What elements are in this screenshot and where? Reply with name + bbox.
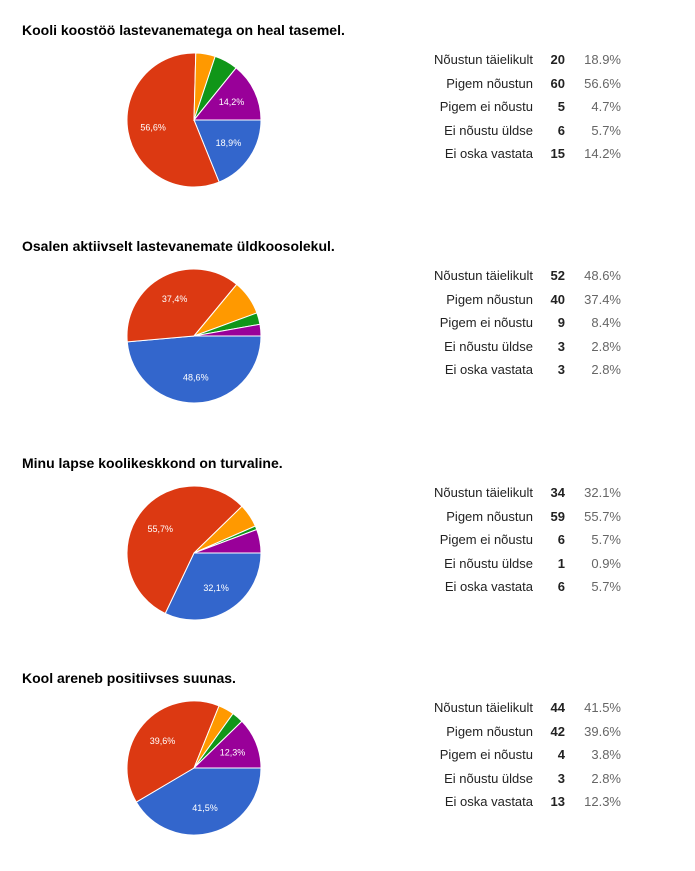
- chart-title: Kooli koostöö lastevanematega on heal tasemel.: [22, 22, 345, 38]
- response-percent: 5.7%: [591, 579, 621, 594]
- table-row: [420, 696, 621, 720]
- response-label: Ei nõustu üldse: [444, 555, 533, 571]
- response-label: Ei nõustu üldse: [444, 338, 533, 354]
- response-count: 6: [557, 579, 565, 594]
- response-label: Nõustun täielikult: [434, 52, 533, 67]
- response-count: 6: [557, 122, 565, 138]
- response-count: 44: [550, 700, 565, 715]
- response-percent: 2.8%: [591, 770, 621, 786]
- response-label: Ei oska vastata: [444, 146, 533, 161]
- table-row: [420, 142, 621, 166]
- response-count: 52: [550, 268, 565, 283]
- slice-percent-label: 56,6%: [140, 122, 166, 133]
- response-count: 15: [550, 146, 565, 161]
- response-percent: 14.2%: [584, 146, 621, 161]
- response-percent: 55.7%: [584, 508, 621, 524]
- response-percent: 39.6%: [584, 723, 621, 739]
- response-percent: 3.8%: [591, 747, 621, 762]
- response-percent: 48.6%: [584, 268, 621, 283]
- slice-percent-label: 14,2%: [218, 97, 245, 108]
- slice-percent-label: 41,5%: [192, 803, 218, 814]
- response-percent: 8.4%: [591, 315, 621, 330]
- table-row: [420, 528, 621, 552]
- pie-chart: [124, 266, 264, 406]
- response-count: 3: [557, 338, 565, 354]
- response-label: Pigem ei nõustu: [439, 532, 533, 547]
- response-count: 4: [557, 747, 565, 762]
- response-table: [420, 696, 621, 814]
- pie-slice[interactable]: [127, 336, 261, 403]
- response-table: [420, 48, 621, 166]
- response-count: 3: [557, 770, 565, 786]
- response-label: Nõustun täielikult: [434, 485, 533, 500]
- slice-percent-label: 32,1%: [203, 583, 229, 594]
- table-row: [420, 311, 621, 335]
- table-row: [420, 552, 621, 576]
- table-row: [420, 743, 621, 767]
- table-row: [420, 575, 621, 599]
- response-label: Pigem nõustun: [446, 291, 533, 307]
- response-percent: 18.9%: [584, 52, 621, 67]
- response-count: 60: [550, 75, 565, 91]
- response-label: Pigem ei nõustu: [439, 315, 533, 330]
- pie-chart: [124, 50, 264, 190]
- response-label: Pigem nõustun: [446, 508, 533, 524]
- response-percent: 12.3%: [584, 794, 621, 809]
- response-label: Ei oska vastata: [444, 579, 533, 594]
- response-count: 34: [550, 485, 565, 500]
- response-percent: 2.8%: [591, 362, 621, 377]
- response-percent: 5.7%: [591, 122, 621, 138]
- response-percent: 56.6%: [584, 75, 621, 91]
- response-label: Pigem ei nõustu: [439, 99, 533, 114]
- slice-percent-label: 12,3%: [219, 747, 246, 758]
- response-label: Ei nõustu üldse: [444, 122, 533, 138]
- response-percent: 0.9%: [591, 555, 621, 571]
- table-row: [420, 505, 621, 529]
- table-row: [420, 358, 621, 382]
- response-percent: 41.5%: [584, 700, 621, 715]
- table-row: [420, 48, 621, 72]
- response-count: 9: [557, 315, 565, 330]
- table-row: [420, 119, 621, 143]
- response-label: Ei oska vastata: [444, 794, 533, 809]
- response-count: 6: [557, 532, 565, 547]
- chart-title: Osalen aktiivselt lastevanemate üldkoosolekul.: [22, 238, 335, 254]
- table-row: [420, 790, 621, 814]
- slice-percent-label: 55,7%: [147, 523, 173, 534]
- response-label: Pigem nõustun: [446, 723, 533, 739]
- pie-chart: [124, 698, 264, 838]
- response-count: 40: [550, 291, 565, 307]
- response-count: 13: [550, 794, 565, 809]
- response-percent: 5.7%: [591, 532, 621, 547]
- table-row: [420, 481, 621, 505]
- response-count: 20: [550, 52, 565, 67]
- response-table: [420, 264, 621, 382]
- response-label: Pigem ei nõustu: [439, 747, 533, 762]
- response-percent: 2.8%: [591, 338, 621, 354]
- response-label: Pigem nõustun: [446, 75, 533, 91]
- response-label: Ei oska vastata: [444, 362, 533, 377]
- pie-chart: [124, 483, 264, 623]
- response-percent: 32.1%: [584, 485, 621, 500]
- response-count: 42: [550, 723, 565, 739]
- table-row: [420, 72, 621, 96]
- table-row: [420, 767, 621, 791]
- table-row: [420, 95, 621, 119]
- response-count: 59: [550, 508, 565, 524]
- table-row: [420, 720, 621, 744]
- response-count: 3: [557, 362, 565, 377]
- response-count: 5: [557, 99, 565, 114]
- response-table: [420, 481, 621, 599]
- table-row: [420, 264, 621, 288]
- slice-percent-label: 18,9%: [215, 138, 242, 149]
- slice-percent-label: 39,6%: [149, 735, 176, 746]
- table-row: [420, 288, 621, 312]
- response-percent: 4.7%: [591, 99, 621, 114]
- response-label: Ei nõustu üldse: [444, 770, 533, 786]
- table-row: [420, 335, 621, 359]
- response-percent: 37.4%: [584, 291, 621, 307]
- response-label: Nõustun täielikult: [434, 700, 533, 715]
- slice-percent-label: 37,4%: [161, 294, 188, 305]
- slice-percent-label: 48,6%: [183, 372, 209, 383]
- response-label: Nõustun täielikult: [434, 268, 533, 283]
- response-count: 1: [557, 555, 565, 571]
- chart-title: Kool areneb positiivses suunas.: [22, 670, 236, 686]
- chart-title: Minu lapse koolikeskkond on turvaline.: [22, 455, 283, 471]
